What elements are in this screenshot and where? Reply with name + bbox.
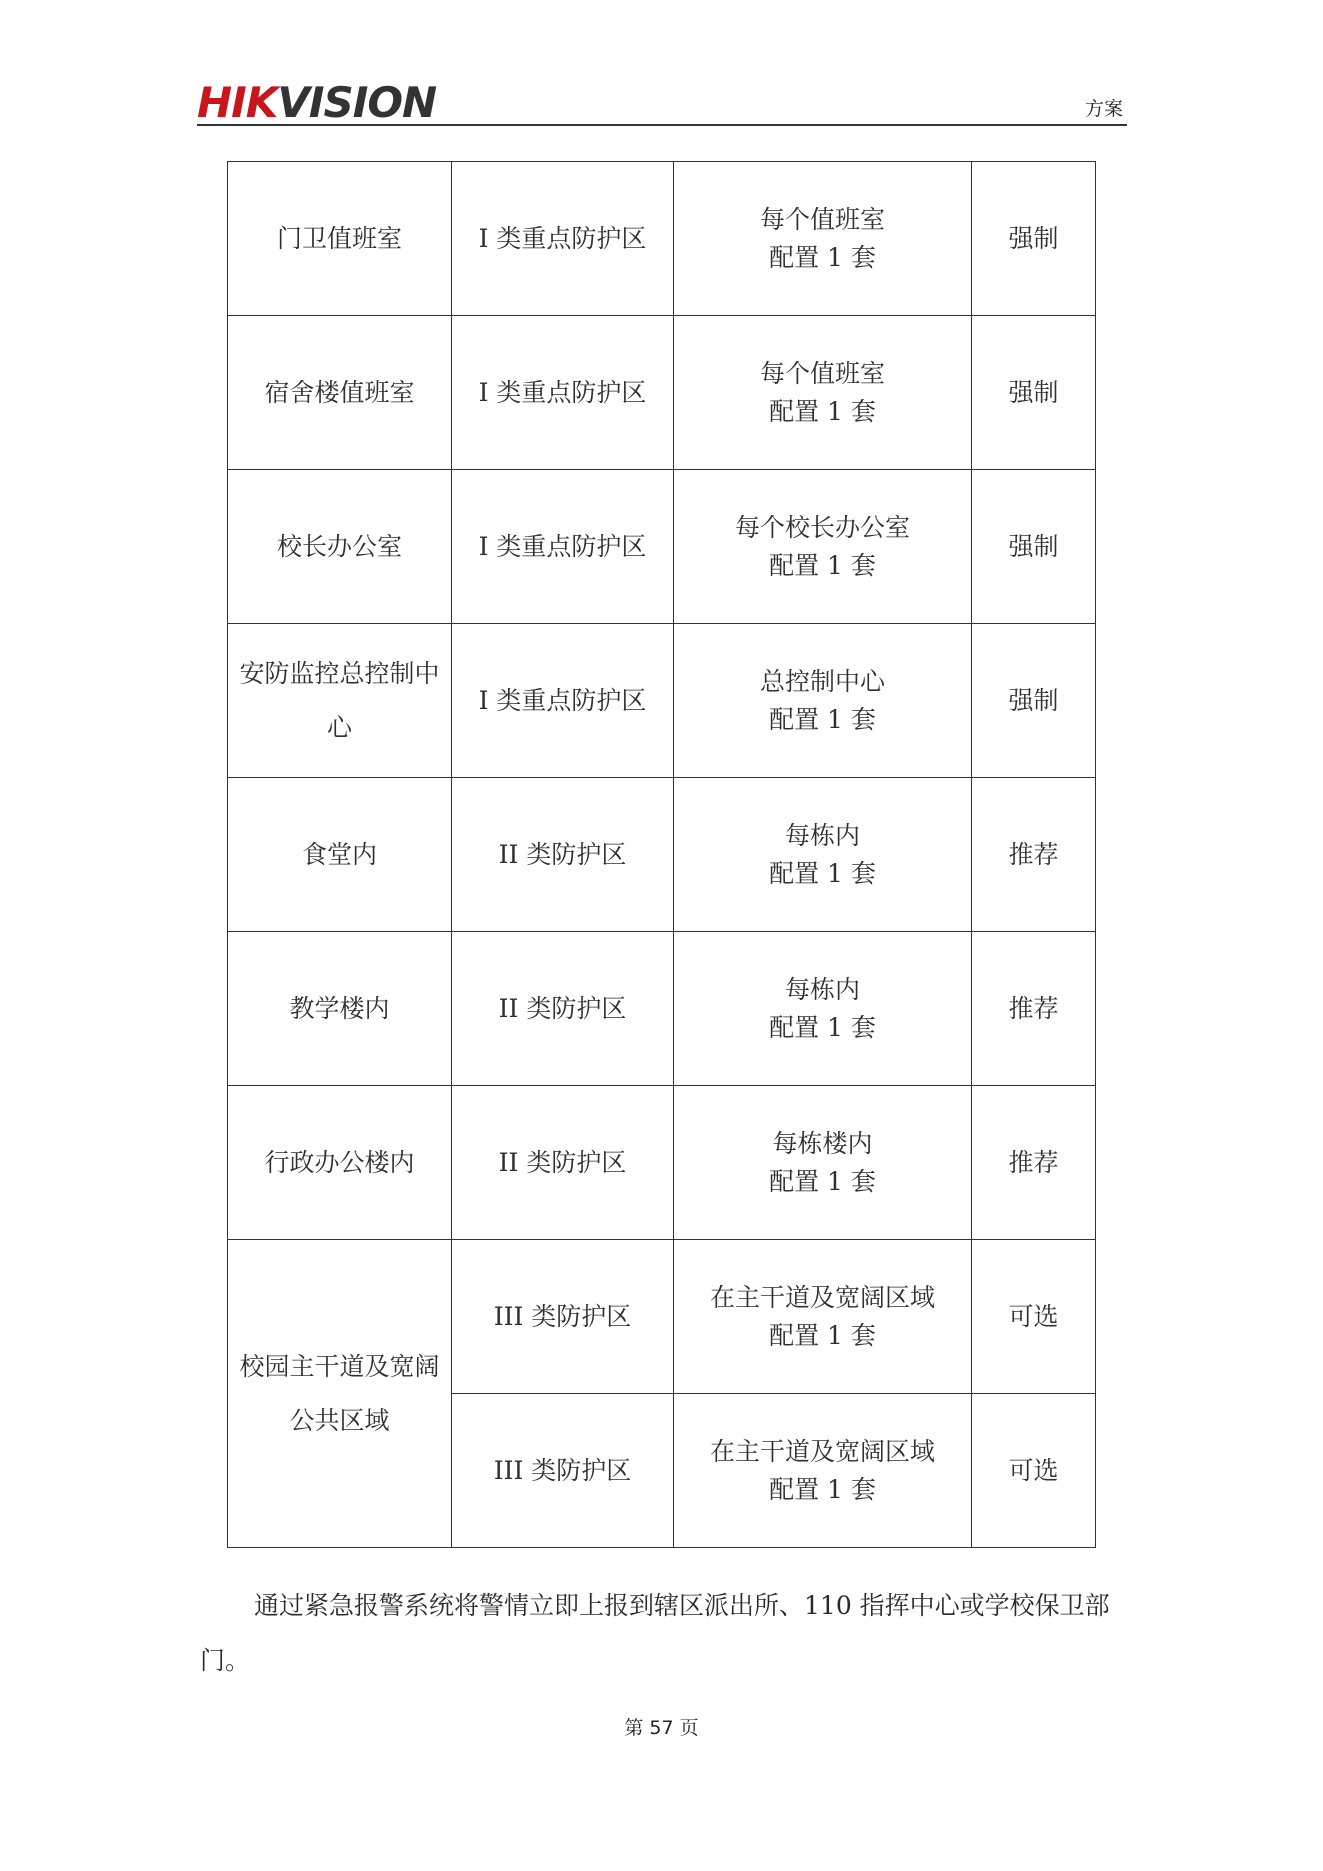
- requirement-cell: 可选: [972, 1240, 1096, 1394]
- quantity-cell: 在主干道及宽阔区域 配置 1 套: [674, 1394, 972, 1548]
- quantity-cell: 每个值班室 配置 1 套: [674, 316, 972, 470]
- page-number: 第 57 页: [624, 1717, 699, 1739]
- requirement-cell: 推荐: [972, 1086, 1096, 1240]
- location-cell: 校园主干道及宽阔公共区域: [228, 1240, 452, 1548]
- page-header: [197, 80, 1127, 126]
- body-paragraph: 通过紧急报警系统将警情立即上报到辖区派出所、110 指挥中心或学校保卫部门。: [200, 1591, 1110, 1675]
- zone-cell: II 类防护区: [452, 932, 674, 1086]
- quantity-cell: 每栋楼内 配置 1 套: [674, 1086, 972, 1240]
- requirement-cell: 强制: [972, 470, 1096, 624]
- configuration-table: [227, 161, 1096, 1548]
- hikvision-logo: HIKVISION: [197, 78, 437, 127]
- requirement-cell: 强制: [972, 316, 1096, 470]
- table-row: [228, 162, 1096, 316]
- table-row: [228, 1086, 1096, 1240]
- quantity-cell: 每栋内 配置 1 套: [674, 932, 972, 1086]
- location-cell: 宿舍楼值班室: [228, 316, 452, 470]
- requirement-cell: 推荐: [972, 778, 1096, 932]
- location-cell: 食堂内: [228, 778, 452, 932]
- zone-cell: I 类重点防护区: [452, 162, 674, 316]
- zone-cell: II 类防护区: [452, 1086, 674, 1240]
- document-type-label: 方案: [1084, 98, 1123, 120]
- requirement-cell: 可选: [972, 1394, 1096, 1548]
- table-row: [228, 316, 1096, 470]
- table-row: [228, 932, 1096, 1086]
- quantity-cell: 在主干道及宽阔区域 配置 1 套: [674, 1240, 972, 1394]
- quantity-cell: 每栋内 配置 1 套: [674, 778, 972, 932]
- table-row: [228, 1240, 1096, 1394]
- table-row: [228, 624, 1096, 778]
- requirement-cell: 强制: [972, 624, 1096, 778]
- zone-cell: I 类重点防护区: [452, 624, 674, 778]
- zone-cell: III 类防护区: [452, 1240, 674, 1394]
- requirement-cell: 强制: [972, 162, 1096, 316]
- zone-cell: I 类重点防护区: [452, 316, 674, 470]
- location-cell: 校长办公室: [228, 470, 452, 624]
- location-cell: 教学楼内: [228, 932, 452, 1086]
- location-cell: 安防监控总控制中心: [228, 624, 452, 778]
- zone-cell: III 类防护区: [452, 1394, 674, 1548]
- table-row: [228, 470, 1096, 624]
- location-cell: 门卫值班室: [228, 162, 452, 316]
- zone-cell: II 类防护区: [452, 778, 674, 932]
- location-cell: 行政办公楼内: [228, 1086, 452, 1240]
- quantity-cell: 每个校长办公室 配置 1 套: [674, 470, 972, 624]
- zone-cell: I 类重点防护区: [452, 470, 674, 624]
- table-row: [228, 778, 1096, 932]
- quantity-cell: 总控制中心 配置 1 套: [674, 624, 972, 778]
- requirement-cell: 推荐: [972, 932, 1096, 1086]
- quantity-cell: 每个值班室 配置 1 套: [674, 162, 972, 316]
